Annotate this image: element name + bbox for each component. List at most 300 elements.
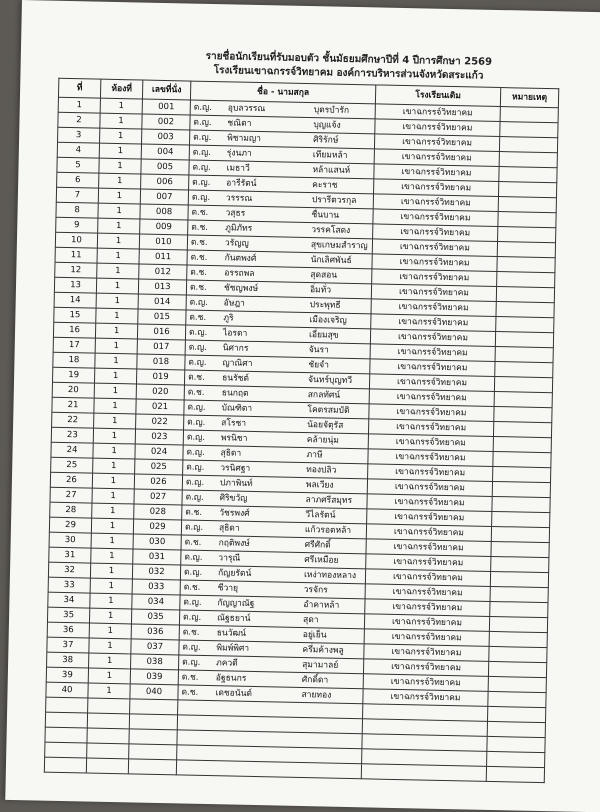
cell-note (490, 601, 548, 617)
first-name: วรรรณ (225, 193, 253, 204)
last-name: คะราช (312, 180, 338, 191)
cell-no: 4 (57, 142, 99, 158)
name-prefix: ด.ช. (184, 537, 202, 548)
cell-note (500, 122, 558, 138)
name-prefix: ด.ช. (188, 372, 205, 383)
cell-seat: 019 (136, 369, 184, 385)
name-prefix: ด.ญ. (192, 147, 212, 158)
cell-room: 1 (91, 533, 133, 549)
col-header-no: ที่ (58, 78, 100, 98)
last-name: วรจักร (303, 585, 328, 596)
cell-note (490, 571, 548, 587)
cell-school: เขาฉกรรจ์วิทยาคม (373, 224, 498, 242)
cell-room: 1 (89, 653, 131, 669)
name-prefix: ด.ญ. (182, 642, 201, 653)
first-name: สโรชา (221, 418, 247, 429)
last-name: สุมามาลย์ (302, 660, 339, 671)
last-name: สุดา (302, 615, 319, 626)
name-prefix: ด.ญ. (182, 657, 201, 668)
name-prefix: ด.ญ. (183, 597, 202, 608)
col-header-room: ห้องที่ (100, 79, 142, 99)
empty-cell (88, 698, 130, 714)
cell-school: เขาฉกรรจ์วิทยาคม (372, 269, 497, 287)
cell-school: เขาฉกรรจ์วิทยาคม (370, 344, 495, 362)
cell-room: 1 (89, 623, 131, 639)
cell-room: 1 (97, 248, 139, 264)
name-prefix: ด.ญ. (191, 192, 211, 203)
first-name: ชณิดา (227, 118, 252, 129)
cell-seat: 021 (136, 399, 184, 415)
last-name: ประพุทธี (309, 300, 341, 311)
cell-room: 1 (90, 578, 132, 594)
cell-room: 1 (90, 563, 132, 579)
cell-note (488, 661, 546, 677)
name-prefix: ด.ช. (191, 222, 209, 233)
cell-note (493, 421, 551, 437)
name-prefix: ด.ญ. (192, 177, 211, 188)
cell-no: 17 (53, 337, 95, 353)
cell-school: เขาฉกรรจ์วิทยาคม (366, 554, 491, 572)
cell-no: 11 (55, 247, 97, 263)
cell-seat: 037 (131, 639, 179, 655)
last-name: นักเลิศพันธ์ (310, 255, 352, 266)
cell-no: 1 (58, 97, 100, 113)
cell-school: เขาฉกรรจ์วิทยาคม (363, 689, 488, 707)
cell-note (496, 316, 554, 332)
cell-room: 1 (100, 98, 142, 114)
cell-room: 1 (92, 488, 134, 504)
cell-seat: 017 (137, 339, 185, 355)
name-prefix: ด.ญ. (185, 477, 205, 488)
cell-school: เขาฉกรรจ์วิทยาคม (367, 479, 492, 497)
name-prefix: ด.ญ. (183, 567, 203, 578)
cell-no: 40 (46, 682, 88, 698)
empty-cell (87, 713, 129, 729)
empty-cell (487, 706, 545, 722)
cell-note (494, 406, 552, 422)
cell-seat: 003 (142, 129, 190, 145)
cell-no: 13 (54, 277, 96, 293)
last-name: วีไลรัตน์ (305, 510, 336, 521)
empty-cell (87, 743, 129, 759)
empty-cell (130, 699, 178, 715)
empty-cell (87, 728, 129, 744)
empty-cell (46, 697, 88, 713)
cell-seat: 004 (141, 144, 189, 160)
last-name: สายทอง (301, 690, 332, 701)
cell-note (499, 137, 557, 153)
cell-school: เขาฉกรรจ์วิทยาคม (370, 359, 495, 377)
cell-school: เขาฉกรรจ์วิทยาคม (372, 239, 497, 257)
first-name: ภูมิภัทร (225, 223, 253, 234)
cell-no: 20 (52, 382, 94, 398)
cell-note (499, 167, 557, 183)
empty-cell (487, 736, 545, 752)
cell-room: 1 (92, 503, 134, 519)
empty-cell (45, 712, 87, 728)
cell-no: 2 (58, 112, 100, 128)
first-name: กัญยรัตน์ (217, 568, 252, 579)
cell-school: เขาฉกรรจ์วิทยาคม (375, 104, 500, 122)
cell-no: 22 (52, 412, 94, 428)
last-name: เอี่ยมสุข (308, 330, 339, 341)
name-prefix: ด.ญ. (184, 552, 203, 563)
first-name: อัษฎา (223, 298, 245, 309)
first-name: ชัชญพงษ์ (223, 283, 259, 295)
cell-note (500, 107, 558, 123)
cell-seat: 012 (139, 264, 187, 280)
cell-seat: 018 (137, 354, 185, 370)
last-name: เมืองเจริญ (309, 315, 347, 326)
cell-note (497, 257, 555, 273)
cell-no: 27 (50, 487, 92, 503)
name-prefix: ด.ญ. (189, 297, 208, 308)
first-name: พิชามญา (227, 133, 262, 145)
cell-seat: 009 (140, 219, 188, 235)
cell-school: เขาฉกรรจ์วิทยาคม (374, 149, 499, 167)
last-name: น้อยจัตุรัส (307, 420, 344, 431)
name-prefix: ด.ช. (182, 627, 200, 638)
name-prefix: ด.ช. (190, 252, 208, 263)
name-prefix: ด.ญ. (186, 432, 206, 443)
cell-room: 1 (97, 263, 139, 279)
cell-room: 1 (95, 338, 137, 354)
name-prefix: ด.ญ. (192, 162, 211, 173)
cell-no: 24 (51, 442, 93, 458)
cell-school: เขาฉกรรจ์วิทยาคม (373, 194, 498, 212)
last-name: อิ่มทั่ว (309, 285, 332, 296)
cell-seat: 024 (135, 444, 183, 460)
cell-note (493, 466, 551, 482)
cell-note (499, 152, 557, 168)
cell-note (492, 481, 550, 497)
cell-no: 32 (48, 562, 90, 578)
empty-cell (86, 758, 128, 774)
document-page (5, 0, 600, 812)
name-prefix: ด.ช. (189, 312, 207, 323)
first-name: พรนิชา (220, 433, 248, 444)
cell-no: 38 (47, 652, 89, 668)
cell-no: 19 (53, 367, 95, 383)
name-prefix: ด.ช. (189, 282, 207, 293)
cell-no: 30 (49, 532, 91, 548)
cell-room: 1 (93, 443, 135, 459)
cell-seat: 014 (138, 294, 186, 310)
cell-seat: 001 (142, 99, 190, 115)
last-name: คล้ายนุ่ม (306, 435, 340, 446)
cell-seat: 011 (139, 249, 187, 265)
cell-room: 1 (99, 173, 141, 189)
empty-cell (487, 751, 545, 767)
last-name: เหง่าทองหลาง (303, 570, 357, 582)
last-name: ครึ่มค้างพลู (302, 645, 344, 656)
cell-school: เขาฉกรรจ์วิทยาคม (371, 314, 496, 332)
cell-seat: 040 (130, 684, 178, 700)
first-name: วารุณี (218, 553, 241, 564)
empty-cell (128, 759, 176, 775)
name-prefix: ด.ญ. (193, 102, 213, 114)
cell-note (493, 436, 551, 452)
cell-room: 1 (88, 683, 130, 699)
empty-cell (487, 721, 545, 737)
cell-no: 6 (57, 172, 99, 188)
cell-school: เขาฉกรรจ์วิทยาคม (368, 464, 493, 482)
empty-cell (45, 742, 87, 758)
cell-seat: 016 (137, 324, 185, 340)
last-name: พลเวียง (305, 480, 334, 491)
first-name: ญาณิศา (222, 358, 253, 369)
first-name: ภูริ (223, 313, 234, 324)
cell-no: 34 (48, 592, 90, 608)
last-name: สุขเกษมสำราญ (310, 240, 368, 252)
cell-seat: 013 (138, 279, 186, 295)
cell-room: 1 (90, 593, 132, 609)
last-name: ลาภศรีสมุทร (305, 495, 353, 507)
first-name: ภควดี (216, 658, 238, 669)
cell-room: 1 (96, 278, 138, 294)
col-header-seat: เลขที่นั่ง (142, 80, 190, 100)
cell-room: 1 (99, 158, 141, 174)
first-name: กันตพงศ์ (224, 253, 257, 264)
cell-room: 1 (92, 473, 134, 489)
cell-note (498, 197, 556, 213)
cell-school: เขาฉกรรจ์วิทยาคม (370, 329, 495, 347)
last-name: ภาษี (306, 450, 323, 461)
cell-school: เขาฉกรรจ์วิทยาคม (374, 164, 499, 182)
name-prefix: ด.ช. (181, 672, 199, 683)
name-prefix: ด.ช. (187, 387, 205, 398)
name-prefix: ด.ญ. (182, 612, 202, 623)
cell-school: เขาฉกรรจ์วิทยาคม (367, 509, 492, 527)
cell-seat: 002 (142, 114, 190, 130)
last-name: อำคาหล้า (303, 600, 340, 611)
cell-no: 16 (53, 322, 95, 338)
empty-cell (129, 744, 177, 760)
cell-school: เขาฉกรรจ์วิทยาคม (375, 119, 500, 137)
name-prefix: ด.ญ. (187, 402, 206, 413)
cell-no: 39 (46, 667, 88, 683)
cell-room: 1 (95, 323, 137, 339)
cell-seat: 035 (131, 609, 179, 625)
cell-school: เขาฉกรรจ์วิทยาคม (363, 659, 488, 677)
cell-room: 1 (95, 353, 137, 369)
cell-school: เขาฉกรรจ์วิทยาคม (373, 209, 498, 227)
col-header-note: หมายเหตุ (500, 88, 558, 108)
cell-no: 3 (58, 127, 100, 143)
first-name: ณัฐธยาน์ (216, 613, 251, 624)
cell-school: เขาฉกรรจ์วิทยาคม (365, 599, 490, 617)
cell-school: เขาฉกรรจ์วิทยาคม (369, 389, 494, 407)
last-name: ชื่นบาน (311, 210, 340, 221)
cell-seat: 027 (134, 489, 182, 505)
last-name: ศิริรักษ์ (313, 135, 339, 146)
cell-note (498, 182, 556, 198)
first-name: วรนิศฐา (220, 463, 251, 474)
last-name: ปรารีตวรกุล (311, 195, 357, 207)
last-name: วรรคโสดง (311, 225, 351, 236)
cell-room: 1 (88, 668, 130, 684)
cell-seat: 020 (136, 384, 184, 400)
cell-school: เขาฉกรรจ์วิทยาคม (369, 404, 494, 422)
cell-note (489, 616, 547, 632)
cell-note (498, 227, 556, 243)
cell-school: เขาฉกรรจ์วิทยาคม (371, 284, 496, 302)
cell-school: เขาฉกรรจ์วิทยาคม (367, 494, 492, 512)
cell-note (492, 496, 550, 512)
cell-room: 1 (94, 398, 136, 414)
cell-seat: 025 (135, 459, 183, 475)
cell-school: เขาฉกรรจ์วิทยาคม (365, 569, 490, 587)
first-name: ชีวายุ (217, 583, 239, 594)
cell-note (489, 646, 547, 662)
cell-school: เขาฉกรรจ์วิทยาคม (372, 254, 497, 272)
cell-seat: 039 (130, 669, 178, 685)
last-name: โคตรสมบัติ (307, 405, 350, 416)
cell-room: 1 (97, 233, 139, 249)
name-prefix: ด.ญ. (187, 417, 206, 428)
name-prefix: ด.ช. (190, 237, 208, 248)
cell-no: 37 (47, 637, 89, 653)
cell-note (495, 331, 553, 347)
empty-cell (176, 760, 361, 779)
col-header-name: ชื่อ - นามสกุล (190, 81, 375, 104)
first-name: ศิริขวัญ (219, 493, 248, 504)
first-name: สุธิดา (220, 448, 242, 459)
cell-note (495, 346, 553, 362)
cell-seat: 006 (141, 174, 189, 190)
cell-school: เขาฉกรรจ์วิทยาคม (374, 134, 499, 152)
cell-school: เขาฉกรรจ์วิทยาคม (363, 674, 488, 692)
cell-room: 1 (98, 203, 140, 219)
cell-seat: 010 (139, 234, 187, 250)
first-name: ไอรดา (222, 328, 248, 339)
empty-cell (45, 727, 87, 743)
cell-no: 33 (48, 577, 90, 593)
cell-school: เขาฉกรรจ์วิทยาคม (368, 434, 493, 452)
first-name: พิมพ์พิศา (216, 643, 250, 654)
cell-seat: 036 (131, 624, 179, 640)
empty-cell (44, 757, 86, 773)
cell-no: 21 (52, 397, 94, 413)
cell-school: เขาฉกรรจ์วิทยาคม (365, 584, 490, 602)
last-name: แก้วรอดหล้า (304, 525, 352, 537)
cell-seat: 033 (132, 579, 180, 595)
cell-no: 36 (47, 622, 89, 638)
cell-seat: 029 (133, 519, 181, 535)
cell-school: เขาฉกรรจ์วิทยาคม (371, 299, 496, 317)
cell-school: เขาฉกรรจ์วิทยาคม (364, 644, 489, 662)
cell-school: เขาฉกรรจ์วิทยาคม (374, 179, 499, 197)
cell-note (498, 212, 556, 228)
first-name: ธนวัฒน์ (216, 628, 247, 639)
cell-room: 1 (100, 113, 142, 129)
cell-note (490, 586, 548, 602)
cell-seat: 028 (134, 504, 182, 520)
name-prefix: ด.ญ. (186, 462, 205, 473)
name-prefix: ด.ช. (185, 507, 203, 518)
cell-seat: 005 (141, 159, 189, 175)
cell-no: 18 (53, 352, 95, 368)
cell-note (497, 272, 555, 288)
cell-note (495, 361, 553, 377)
cell-note (497, 242, 555, 258)
cell-seat: 030 (133, 534, 181, 550)
first-name: ธนกฤต (221, 388, 249, 399)
cell-no: 31 (49, 547, 91, 563)
cell-room: 1 (89, 638, 131, 654)
name-prefix: ด.ญ. (188, 342, 208, 353)
cell-note (496, 287, 554, 303)
cell-room: 1 (98, 218, 140, 234)
cell-school: เขาฉกรรจ์วิทยาคม (364, 614, 489, 632)
document-title (138, 48, 558, 85)
first-name: อารีรัตน์ (226, 178, 257, 189)
name-prefix: ด.ญ. (188, 357, 207, 368)
empty-cell (486, 766, 544, 782)
first-name: รุ่งนภา (226, 148, 252, 159)
last-name: สกลทัศน์ (307, 390, 341, 401)
title-line-2: โรงเรียนเขาฉกรรจ์วิทยาคม องค์การบริหารส่วนจังหวัดสระแก้ว (213, 65, 484, 82)
last-name: ศรีศักดิ์ (304, 540, 331, 551)
cell-note (491, 526, 549, 542)
cell-no: 15 (54, 307, 96, 323)
cell-room: 1 (94, 368, 136, 384)
cell-no: 14 (54, 292, 96, 308)
last-name: เทียมหล้า (312, 150, 348, 161)
first-name: วัชรพงศ์ (219, 508, 250, 519)
cell-school: เขาฉกรรจ์วิทยาคม (369, 374, 494, 392)
cell-seat: 007 (140, 189, 188, 205)
cell-no: 26 (50, 472, 92, 488)
cell-room: 1 (89, 608, 131, 624)
cell-no: 12 (55, 262, 97, 278)
last-name: จันทร์บุญทวี (307, 375, 353, 386)
first-name: กฤติพงษ์ (218, 538, 250, 549)
name-prefix: ด.ช. (183, 582, 201, 593)
first-name: อัฐธนกร (215, 673, 247, 684)
name-prefix: ด.ญ. (185, 492, 204, 503)
first-name: ธนรัชต์ (222, 373, 250, 384)
first-name: เดชอนันต์ (215, 688, 253, 699)
first-name: กัญญาณัฐ (217, 598, 255, 609)
last-name: หล้าแสนห์ (312, 165, 351, 176)
name-prefix: ด.ญ. (186, 447, 205, 458)
first-name: วสุธร (225, 208, 246, 219)
cell-note (494, 376, 552, 392)
name-prefix: ด.ญ. (188, 327, 208, 338)
first-name: นิศากร (222, 343, 249, 354)
cell-room: 1 (93, 428, 135, 444)
cell-room: 1 (96, 308, 138, 324)
name-prefix: ด.ช. (190, 267, 208, 278)
last-name: ศักดิ์ดา (301, 675, 329, 686)
name-prefix: ด.ญ. (193, 117, 212, 128)
cell-note (493, 451, 551, 467)
cell-note (491, 541, 549, 557)
cell-note (488, 691, 546, 707)
empty-cell (129, 729, 177, 745)
first-name: วรัญญู (224, 238, 249, 249)
cell-no: 10 (55, 232, 97, 248)
last-name: บุตรบำรัก (313, 105, 350, 116)
first-name: เมธาวี (226, 163, 250, 174)
cell-room: 1 (94, 413, 136, 429)
cell-no: 29 (49, 517, 91, 533)
cell-note (494, 391, 552, 407)
last-name: บุญแจ้ง (313, 120, 341, 131)
last-name: ชัยจำ (308, 360, 330, 371)
col-header-school: โรงเรียนเดิม (375, 85, 500, 107)
